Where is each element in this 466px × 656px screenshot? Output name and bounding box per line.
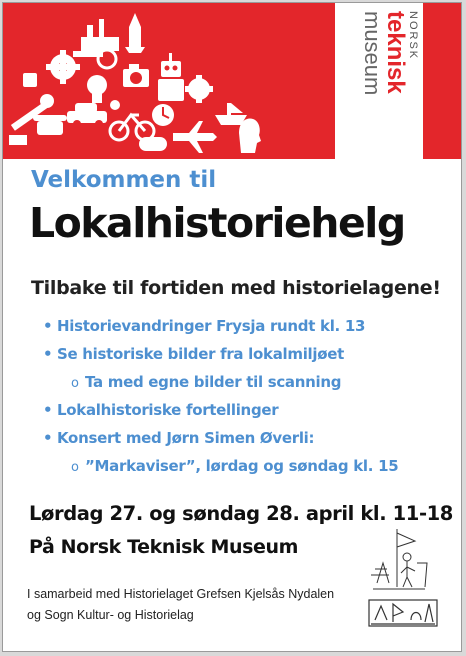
historical-engraving-figure (367, 523, 431, 593)
light-bulb-icon (87, 75, 107, 103)
logo-norsk: NORSK (407, 11, 419, 61)
list-item: • Konsert med Jørn Simen Øverli: (43, 429, 315, 447)
game-controller-icon (139, 137, 167, 151)
airplane-icon (173, 121, 217, 153)
event-dates: Lørdag 27. og søndag 28. april kl. 11-18 (29, 502, 453, 525)
telephone-icon (33, 115, 67, 135)
circle-bullet-icon: o (71, 376, 79, 391)
list-item: • Lokalhistoriske fortellinger (43, 401, 279, 419)
program-list (43, 315, 398, 483)
rocket-icon (125, 13, 145, 53)
logo-teknisk: teknisk (382, 11, 409, 94)
gear-icon (185, 75, 213, 103)
welcome-heading: Velkommen til (31, 167, 217, 193)
sub-list-item: o Ta med egne bilder til scanning (43, 371, 398, 399)
ship-icon (215, 103, 247, 125)
historical-engraving-scene (367, 596, 439, 630)
credit-text (27, 584, 334, 626)
event-subtitle: Tilbake til fortiden med historielagene! (31, 277, 441, 299)
camera-icon (123, 64, 149, 87)
list-item: • Historievandringer Frysja rundt kl. 13 (43, 317, 366, 335)
bullet-icon: • (43, 345, 53, 363)
credit-line: I samarbeid med Historielaget Grefsen Kjelsås Nydalen (27, 587, 335, 601)
steam-engine-icon (73, 19, 119, 68)
car-icon (67, 103, 107, 128)
head-profile-icon (239, 119, 261, 153)
logo-museum: museum (360, 11, 385, 96)
clock-icon (152, 104, 174, 126)
event-title: Lokalhistoriehelg (29, 199, 405, 247)
museum-logo (335, 3, 423, 159)
dot-icon (110, 100, 120, 110)
bullet-icon: • (43, 317, 53, 335)
battery-icon (9, 135, 27, 145)
bicycle-icon (110, 115, 154, 140)
bullet-icon: • (43, 401, 53, 419)
box-icon (23, 73, 37, 87)
header-banner (3, 3, 461, 159)
event-location: På Norsk Teknisk Museum (29, 536, 299, 558)
circle-bullet-icon: o (71, 460, 79, 475)
bullet-icon: • (43, 429, 53, 447)
credit-line: og Sogn Kultur- og Historielag (27, 608, 194, 622)
list-item: • Se historiske bilder fra lokalmiljøet (43, 345, 344, 363)
poster-page (2, 2, 462, 652)
technology-icons-collage (3, 3, 335, 159)
robot-icon (158, 53, 184, 101)
sub-list-item: o ”Markaviser”, lørdag og søndag kl. 15 (43, 455, 398, 483)
